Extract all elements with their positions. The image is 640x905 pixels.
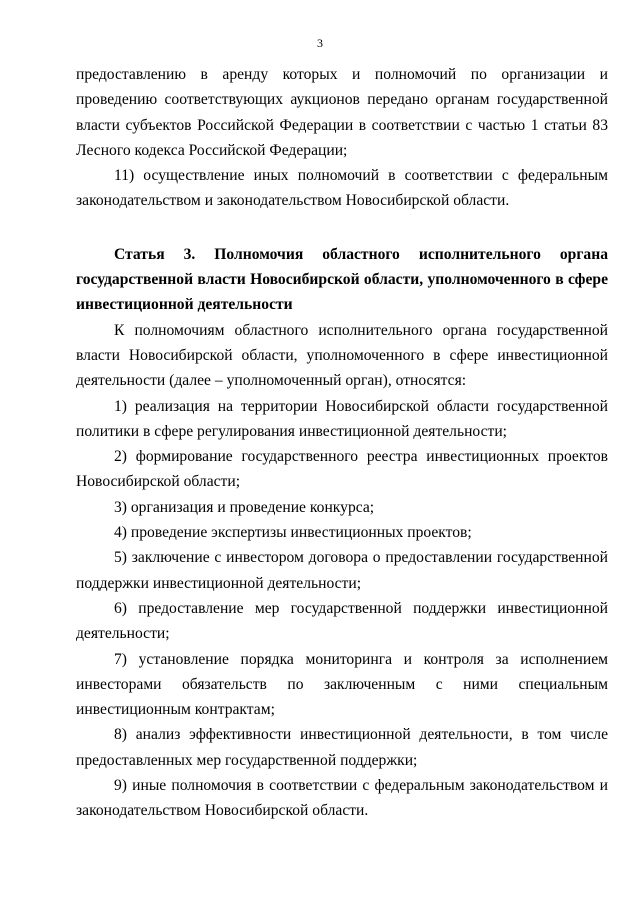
list-item: 5) заключение с инвестором договора о предоставлении государственной поддержки инвестиционной деятельности; [76,549,608,592]
article-intro: К полномочиям областного исполнительного органа государственной власти Новосибирской области, уполномоченного в сфере инвестиционной деятельности (далее – уполномоченный орган), относятся: [76,321,608,390]
list-item: 2) формирование государственного реестра инвестиционных проектов Новосибирской области; [76,448,608,491]
list-item: 3) организация и проведение конкурса; [114,498,375,516]
list-item: 8) анализ эффективности инвестиционной деятельности, в том числе предоставленных мер государственной поддержки; [76,726,608,769]
list-item: 7) установление порядка мониторинга и контроля за исполнением инвесторами обязательств по заключенным с ними специальным инвестиционным контрактам; [76,650,608,719]
article-heading-line-1: Статья 3. Полномочия областного исполнительного органа [114,245,608,263]
paragraph-continuation: предоставлению в аренду которых и полномочий по организации и проведению соответствующих аукционов передано органам государственной власти субъектов Российской Федерации в соответствии с частью 1 статьи 83 Лесного кодекса Российской Федерации; [76,66,608,159]
list-item: 6) предоставление мер государственной поддержки инвестиционной деятельности; [76,599,608,643]
list-item: 4) проведение экспертизы инвестиционных проектов; [114,524,472,542]
article-heading-line-2: государственной власти Новосибирской области, уполномоченного в сфере [76,271,608,289]
paragraph-item-11: 11) осуществление иных полномочий в соответствии с федеральным законодательством и законодательством Новосибирской области. [76,167,608,210]
page-number: 3 [317,36,323,50]
article-heading-line-3: инвестиционной деятельности [76,296,293,314]
document-body [76,62,608,824]
article-heading [76,242,608,318]
list-item: 9) иные полномочия в соответствии с федеральным законодательством и законодательством Новосибирской области. [76,777,608,820]
list-item: 1) реализация на территории Новосибирской области государственной политики в сфере регулирования инвестиционной деятельности; [76,397,608,440]
